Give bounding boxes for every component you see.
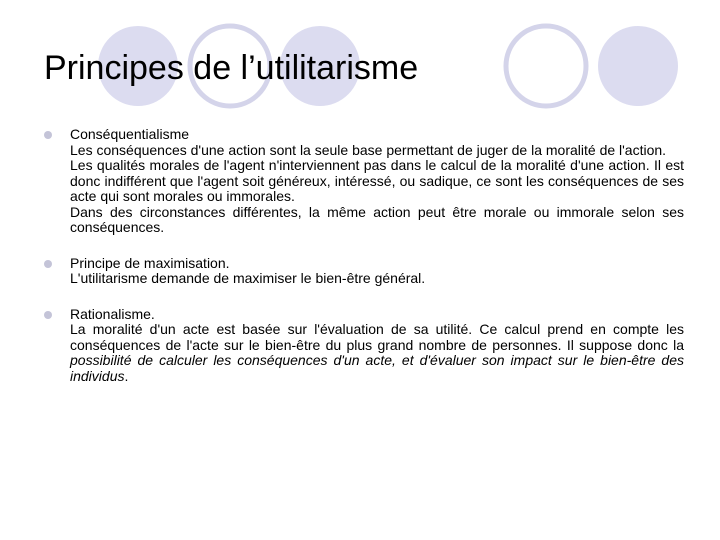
bullet-text — [70, 322, 684, 384]
bullet-text: Dans des circonstances différentes, la même action peut être morale ou immorale selon ses conséquences. — [70, 203, 684, 235]
bullet-heading: Rationalisme. — [70, 305, 155, 322]
bullet-text-end: . — [124, 367, 129, 384]
bullet-icon — [44, 311, 52, 319]
bullet-list — [44, 127, 684, 384]
bullet-text: L'utilitarisme demande de maximiser le bien-être général. — [70, 270, 426, 286]
bullet-heading: Principe de maximisation. — [70, 254, 230, 271]
decor-circle-4 — [506, 26, 586, 106]
bullet-text: Les qualités morales de l'agent n'interviennent pas dans le calcul de la moralité d'une action. Il est donc indifférent que l'agent soit généreux, intéressé, ou sadique, ce sont les conséquences de ses acte qui sont morales ou immorales. — [70, 157, 684, 204]
bullet-text-italic: possibilité de calculer les conséquences d'un acte, et d'évaluer son impact sur le bien-être des individus — [70, 352, 684, 384]
slide-title: Principes de l’utilitarisme — [44, 49, 419, 87]
bullet-item-consequentialism — [44, 127, 684, 236]
bullet-heading: Conséquentialisme — [70, 126, 190, 142]
bullet-icon — [44, 131, 52, 139]
bullet-item-maximisation — [44, 256, 684, 287]
bullet-item-rationalism — [44, 307, 684, 385]
bullet-text-plain: La moralité d'un acte est basée sur l'évaluation de sa utilité. Ce calcul prend en compte les conséquences de l'acte sur le bien-être du plus grand nombre de personnes. Il suppose donc la — [70, 321, 684, 353]
bullet-text: Les conséquences d'une action sont la seule base permettant de juger de la moralité de l'action. — [70, 141, 667, 158]
bullet-icon — [44, 260, 52, 268]
decor-circle-5 — [598, 26, 678, 106]
